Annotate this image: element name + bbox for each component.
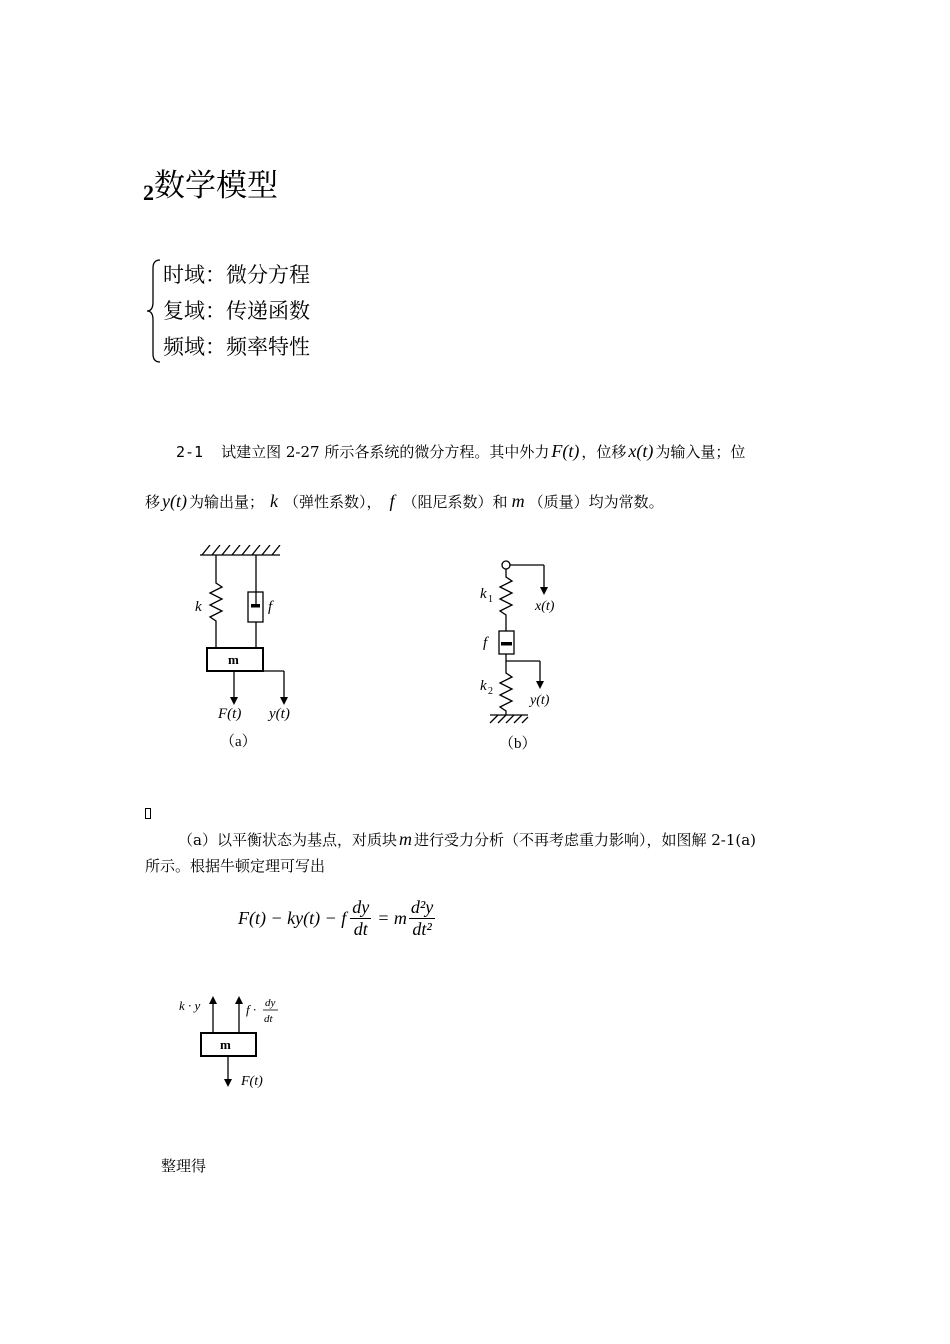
problem-line-2 xyxy=(145,491,664,512)
domain-label: 复域： xyxy=(163,299,226,323)
output-label: y(t) xyxy=(530,693,550,708)
problem-line-1 xyxy=(176,441,745,462)
var-m: m xyxy=(511,491,525,511)
section-title xyxy=(143,160,278,205)
domain-value: 频率特性 xyxy=(226,335,310,359)
domain-frequency xyxy=(163,331,310,361)
label-k1: k xyxy=(480,586,487,602)
problem-text: 移 xyxy=(145,493,161,511)
damper-den: dt xyxy=(264,1013,273,1025)
problem-text: （质量）均为常数。 xyxy=(528,493,664,511)
problem-text: ，位移 xyxy=(581,443,627,461)
label-k1-sub: 1 xyxy=(488,594,493,605)
label-k2: k xyxy=(480,678,487,694)
solution-line-2 xyxy=(145,855,325,876)
problem-text: 试建立图 2-27 所示各系统的微分方程。其中外力 xyxy=(221,443,550,461)
section-number: 2 xyxy=(143,180,154,205)
fraction-dy-dt xyxy=(350,897,371,940)
spring-force-label: k · y xyxy=(179,998,201,1013)
mass-label: m xyxy=(220,1037,231,1052)
var-y-t: y(t) xyxy=(162,491,187,511)
solution-text: 进行受力分析（不再考虑重力影响），如图解 2-1(a) xyxy=(413,831,757,849)
fraction-d2y-dt2 xyxy=(409,897,435,940)
force-label: F(t) xyxy=(218,706,242,722)
mass-label: m xyxy=(228,652,239,667)
output-label: y(t) xyxy=(269,706,290,722)
domain-label: 频域： xyxy=(163,335,226,359)
damper-num: dy xyxy=(265,997,276,1009)
closing-text: 整理得 xyxy=(161,1157,207,1175)
figure-a xyxy=(180,545,320,755)
label-k2-sub: 2 xyxy=(488,686,493,697)
equation-lhs: F(t) − ky(t) − f xyxy=(238,907,347,928)
var-k: k xyxy=(270,491,279,511)
solution-line-1 xyxy=(178,829,756,850)
solution-text: （a）以平衡状态为基点，对质块 xyxy=(178,831,397,849)
domain-value: 微分方程 xyxy=(226,263,310,287)
caption-b: （b） xyxy=(499,736,537,752)
fraction-numerator: d²y xyxy=(410,896,434,917)
figure-b xyxy=(470,555,580,760)
domain-time xyxy=(163,259,310,289)
caption-a: （a） xyxy=(220,734,257,750)
fraction-denominator: dt² xyxy=(412,918,432,939)
problem-text: （阻尼系数）和 xyxy=(402,493,508,511)
problem-text: （弹性系数）， xyxy=(284,493,382,511)
solution-text: 所示。根据牛顿定理可写出 xyxy=(145,857,326,875)
section-heading: 数学模型 xyxy=(154,168,278,204)
equation xyxy=(238,890,437,946)
equation-equals: = m xyxy=(377,907,407,928)
fraction-denominator: dt xyxy=(353,918,368,939)
damper-force-label: f · xyxy=(246,1002,257,1017)
var-f: f xyxy=(389,491,395,511)
input-label: x(t) xyxy=(535,599,555,614)
domain-value: 传递函数 xyxy=(226,299,310,323)
problem-text: 为输入量；位 xyxy=(655,443,746,461)
label-f: f xyxy=(268,599,273,615)
domain-complex xyxy=(163,295,310,325)
missing-glyph-box xyxy=(145,808,151,819)
force-label: F(t) xyxy=(241,1074,263,1089)
curly-brace xyxy=(145,258,163,364)
free-body-diagram xyxy=(175,990,295,1090)
var-F-t: F(t) xyxy=(551,441,580,461)
label-f: f xyxy=(483,635,488,651)
var-x-t: x(t) xyxy=(628,441,654,461)
var-m: m xyxy=(398,829,412,849)
domain-label: 时域： xyxy=(163,263,226,287)
fraction-numerator: dy xyxy=(352,896,370,917)
label-k: k xyxy=(195,599,202,615)
problem-text: 为输出量； xyxy=(189,493,265,511)
problem-number: 2-1 xyxy=(176,443,204,461)
